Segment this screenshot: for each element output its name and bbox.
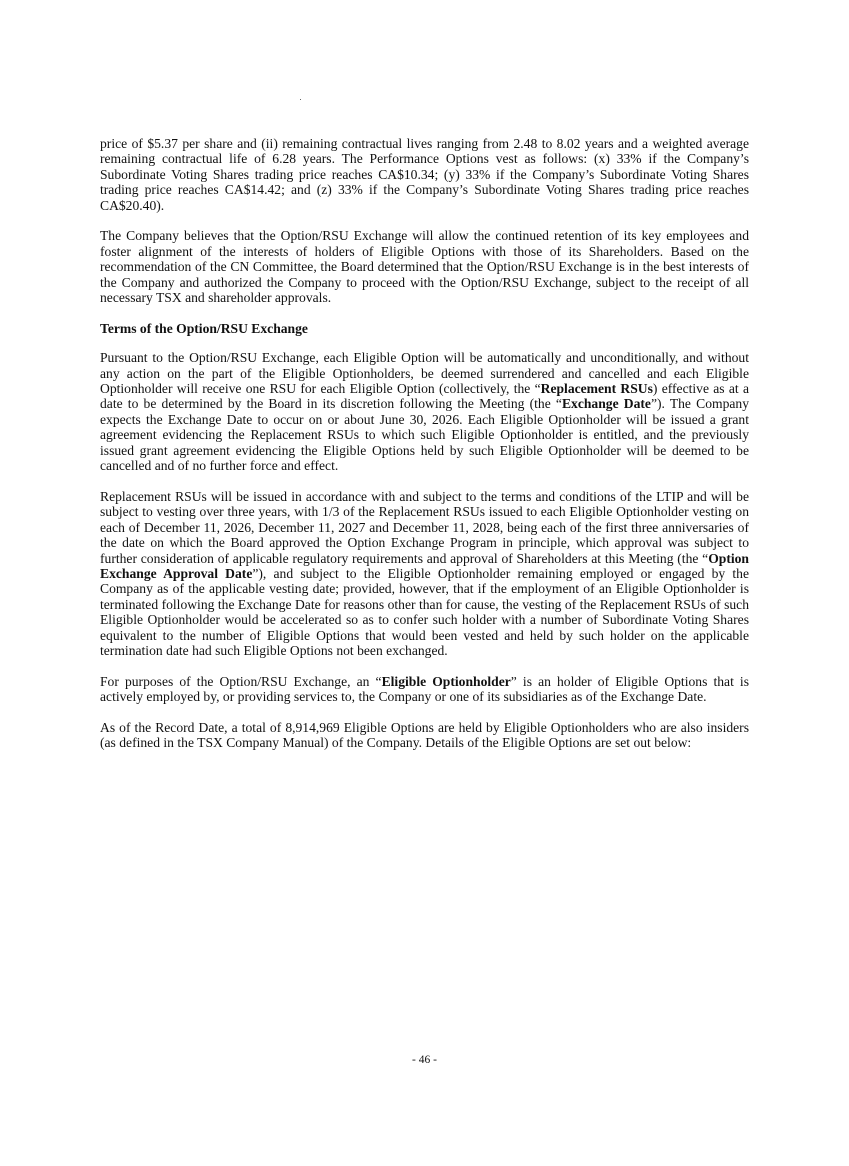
text-segment: ) effective as at a date to be determined by the Board in its discretion following the Meeting (the “ [100, 381, 749, 412]
stray-dot-mark [300, 99, 301, 100]
paragraph-performance-options: price of $5.37 per share and (ii) remaining contractual lives ranging from 2.48 to 8.02 years and a weighted average remaining contractual life of 6.28 years. The Performance Options vest as follows: (x) 33% if the Company’s Subordinate Voting Shares trading price reaches CA$10.34; (y) 33% if the Company’s Subordinate Voting Shares trading price reaches CA$14.42; and (z) 33% if the Company’s Subordinate Voting Shares trading price reaches CA$20.40). [100, 136, 749, 213]
paragraph-insider-holdings: As of the Record Date, a total of 8,914,969 Eligible Options are held by Eligible Optionholders who are also insiders (as defined in the TSX Company Manual) of the Company. Details of the Eligible Options are set out below: [100, 719, 749, 751]
text-segment: Replacement RSUs will be issued in accordance with and subject to the terms and conditions of the LTIP and will be subject to vesting over three years, with 1/3 of the Replacement RSUs issued to each Eligible Optionholder vesting on each of December 11, 2026, December 11, 2027 and December 11, 2028, being each of the first three anniversaries of the date on which the Board approved the Option Exchange Program in principle, which approval was subject to further consideration of applicable regulatory requirements and approval of Shareholders at this Meeting (the “ [100, 488, 749, 566]
page-number: - 46 - [412, 1054, 437, 1066]
paragraph-exchange-terms [100, 350, 749, 473]
defined-term-approval-date: Option Exchange Approval Date [100, 550, 749, 581]
text-segment: Pursuant to the Option/RSU Exchange, each Eligible Option will be automatically and unconditionally, and without any action on the part of the Eligible Optionholders, be deemed surrendered and cancelled and each Eligible Optionholder will receive one RSU for each Eligible Option (collectively, the “ [100, 350, 749, 397]
paragraph-vesting-terms [100, 489, 749, 658]
defined-term-replacement-rsus: Replacement RSUs [540, 381, 653, 397]
document-body [100, 136, 749, 766]
defined-term-exchange-date: Exchange Date [561, 396, 651, 412]
paragraph-eligible-optionholder-definition [100, 674, 749, 705]
paragraph-retention-rationale: The Company believes that the Option/RSU Exchange will allow the continued retention of its key employees and foster alignment of the interests of holders of Eligible Options with those of its Shareholders. Based on the recommendation of the CN Committee, the Board determined that the Option/RSU Exchange is in the best interests of the Company and authorized the Company to proceed with the Option/RSU Exchange, subject to the receipt of all necessary TSX and shareholder approvals. [100, 228, 749, 306]
section-heading-terms: Terms of the Option/RSU Exchange [100, 320, 308, 336]
text-segment: ”), and subject to the Eligible Optionholder remaining employed or engaged by the Company as of the applicable vesting date; provided, however, that if the employment of an Eligible Optionholder is terminated following the Exchange Date for reasons other than for cause, the vesting of the Replacement RSUs of such Eligible Optionholder would be accelerated so as to confer such holder with a number of Subordinate Voting Shares equivalent to the number of Eligible Options that would been vested and held by such holder on the applicable termination date had such Eligible Options not been exchanged. [100, 565, 750, 658]
text-segment: ”). The Company expects the Exchange Date to occur on or about June 30, 2026. Each Eligible Optionholder will be issued a grant agreement evidencing the Replacement RSUs to which such Eligible Optionholder is entitled, and the previously issued grant agreement evidencing the Eligible Options held by such Eligible Optionholder will be deemed to be cancelled and of no further force and effect. [100, 396, 750, 474]
text-segment: ” is an holder of Eligible Options that is actively employed by, or providing services to, the Company or one of its subsidiaries as of the Exchange Date. [100, 673, 749, 705]
defined-term-eligible-optionholder: Eligible Optionholder [381, 673, 511, 689]
text-segment: For purposes of the Option/RSU Exchange, an “ [100, 673, 382, 689]
